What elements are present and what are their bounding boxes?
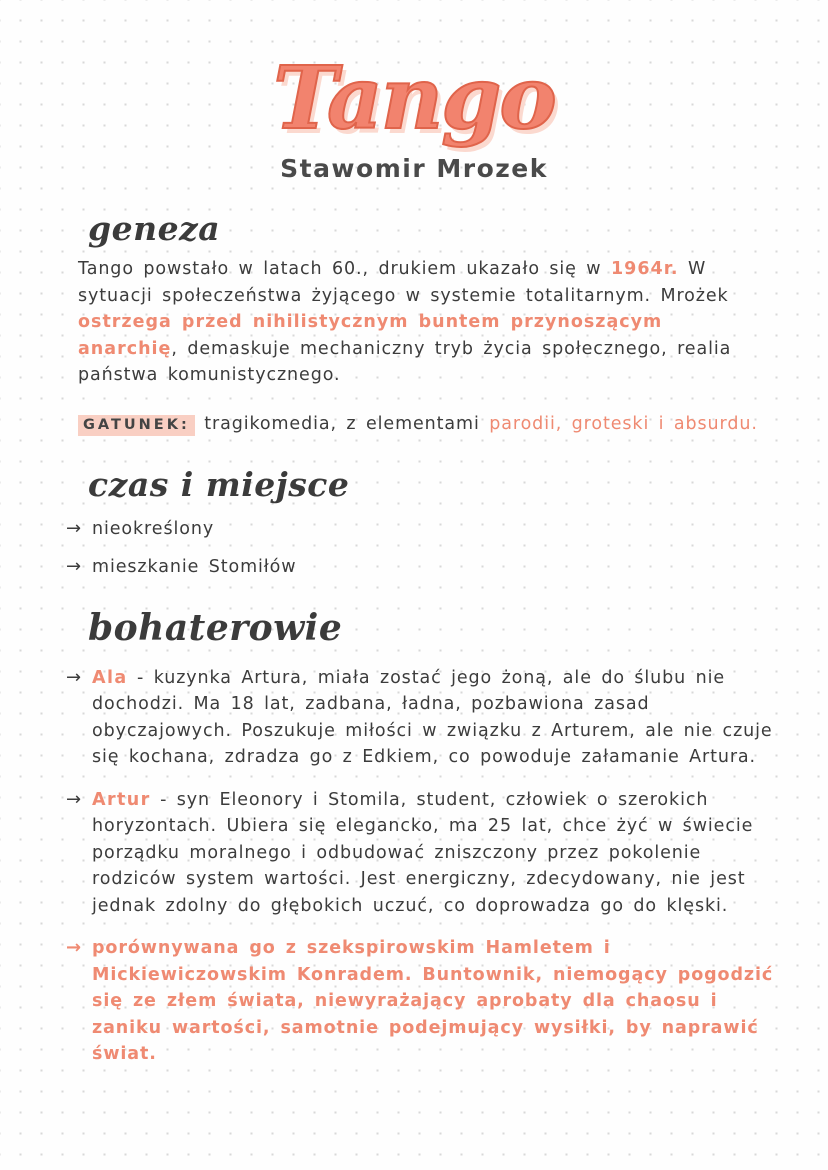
arrow-icon: → bbox=[66, 788, 82, 810]
geneza-text-3: , demaskuje mechaniczny tryb życia społecznego, realia państwa komunistycznego. bbox=[78, 338, 732, 385]
czas-item-label: nieokreślony bbox=[92, 518, 215, 539]
genre-row bbox=[78, 411, 758, 439]
character-description-artur: - syn Eleonory i Stomila, student, człowiek o szerokich horyzontach. Ubiera się elegancko, ma 25 lat, chce żyć w świecie porządku moralnego i odbudować zniszczony przez pokolenie rodziców system wartości. Jest energiczny, zdecydowany, nie jest jednak zdolny do głębokich uczuć, co doprowadza go do klęski. bbox=[92, 789, 754, 916]
arrow-icon: → bbox=[66, 517, 82, 539]
page-title: Tango bbox=[273, 48, 555, 149]
character-note-text: porównywana go z szekspirowskim Hamletem i Mickiewiczowskim Konradem. Buntownik, niemogący pogodzić się ze złem świata, niewyrażający aprobaty dla chaosu i zaniku wartości, samotnie podejmujący wysiłki, by naprawić świat. bbox=[92, 938, 774, 1064]
list-item-czas-2 bbox=[66, 554, 782, 581]
title-block bbox=[0, 48, 828, 149]
miejsce-item-label: mieszkanie Stomiłów bbox=[92, 557, 297, 577]
character-entry-ala bbox=[66, 665, 782, 771]
geneza-text-1: Tango powstało w latach 60., drukiem ukazało się w bbox=[78, 259, 611, 279]
genre-highlight: parodii, groteski i absurdu. bbox=[489, 413, 758, 434]
arrow-icon: → bbox=[66, 556, 82, 577]
arrow-icon: → bbox=[66, 937, 82, 958]
character-note-artur bbox=[66, 935, 782, 1068]
geneza-highlight-year: 1964r. bbox=[610, 259, 679, 279]
heading-bohaterowie: bohaterowie bbox=[88, 606, 343, 649]
character-entry-artur bbox=[66, 787, 782, 920]
list-item-czas-1 bbox=[66, 516, 782, 543]
arrow-icon: → bbox=[66, 666, 82, 688]
character-description-ala: - kuzynka Artura, miała zostać jego żoną, ale do ślubu nie dochodzi. Ma 18 lat, zadbana, ładna, pozbawiona zasad obyczajowych. Poszukuje miłości w związku z Arturem, ale nie czuje się kochana, zdradza go z Edkiem, co powoduje załamanie Artura. bbox=[92, 667, 773, 767]
genre-text: tragikomedia, z elementami bbox=[204, 413, 490, 434]
character-name-artur: Artur bbox=[92, 789, 151, 810]
geneza-highlight-phrase: ostrzega przed nihilistycznym buntem przynoszącym anarchię bbox=[78, 312, 663, 359]
character-name-ala: Ala bbox=[92, 667, 128, 688]
paragraph-geneza bbox=[78, 256, 740, 389]
genre-label: GATUNEK: bbox=[78, 415, 195, 436]
heading-czas-i-miejsce: czas i miejsce bbox=[88, 464, 350, 504]
heading-geneza: geneza bbox=[88, 209, 221, 248]
author-name: Stawomir Mrozek bbox=[280, 154, 548, 183]
geneza-text-2: W sytuacji społeczeństwa żyjącego w systemie totalitarnym. Mrożek bbox=[78, 259, 729, 306]
